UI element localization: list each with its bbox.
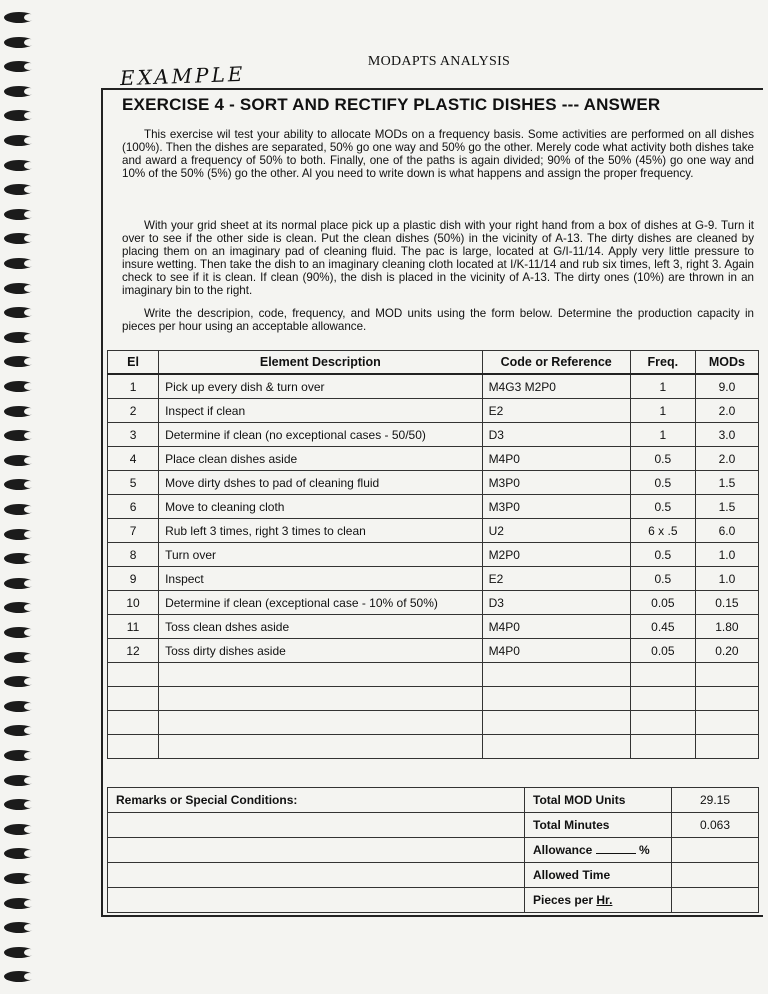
- table-row: [108, 735, 759, 759]
- table-header-row: [108, 351, 759, 375]
- row-code[interactable]: [482, 735, 630, 759]
- row-code[interactable]: M4P0: [482, 447, 630, 471]
- row-el[interactable]: 4: [108, 447, 159, 471]
- total-mod-label: Total MOD Units: [525, 788, 672, 813]
- row-mods[interactable]: [695, 735, 758, 759]
- row-description[interactable]: [159, 711, 482, 735]
- row-code[interactable]: M4G3 M2P0: [482, 374, 630, 399]
- table-row: [108, 567, 759, 591]
- spiral-coil: [4, 430, 34, 441]
- row-mods[interactable]: 1.0: [695, 567, 758, 591]
- row-el[interactable]: 12: [108, 639, 159, 663]
- allowance-value[interactable]: [672, 838, 759, 863]
- page-header: MODAPTS ANALYSIS: [367, 54, 511, 69]
- spiral-coil: [4, 356, 34, 367]
- row-el[interactable]: 11: [108, 615, 159, 639]
- spiral-coil: [4, 184, 34, 195]
- spiral-coil: [4, 283, 34, 294]
- table-row: [108, 471, 759, 495]
- row-description[interactable]: [159, 735, 482, 759]
- row-el[interactable]: 8: [108, 543, 159, 567]
- row-code[interactable]: M3P0: [482, 471, 630, 495]
- row-el[interactable]: [108, 735, 159, 759]
- table-row: [108, 711, 759, 735]
- spiral-coil: [4, 479, 34, 490]
- row-mods[interactable]: [695, 711, 758, 735]
- row-freq[interactable]: [630, 711, 695, 735]
- row-code[interactable]: [482, 711, 630, 735]
- row-description[interactable]: [159, 663, 482, 687]
- row-freq[interactable]: 0.5: [630, 471, 695, 495]
- spiral-coil: [4, 701, 34, 712]
- allowed-time-value[interactable]: [672, 863, 759, 888]
- spiral-binding: [0, 0, 40, 994]
- row-el[interactable]: [108, 687, 159, 711]
- row-description[interactable]: Rub left 3 times, right 3 times to clean: [159, 519, 482, 543]
- spiral-coil: [4, 332, 34, 343]
- remarks-line[interactable]: [108, 863, 525, 888]
- spiral-coil: [4, 824, 34, 835]
- table-row: [108, 495, 759, 519]
- spiral-coil: [4, 233, 34, 244]
- row-el[interactable]: 3: [108, 423, 159, 447]
- row-mods[interactable]: 9.0: [695, 374, 758, 399]
- row-freq[interactable]: 0.05: [630, 591, 695, 615]
- spiral-coil: [4, 799, 34, 810]
- spiral-coil: [4, 529, 34, 540]
- row-mods[interactable]: 1.5: [695, 471, 758, 495]
- row-freq[interactable]: 1: [630, 399, 695, 423]
- spiral-coil: [4, 578, 34, 589]
- spiral-coil: [4, 504, 34, 515]
- spiral-coil: [4, 160, 34, 171]
- table-row: [108, 399, 759, 423]
- spiral-coil: [4, 676, 34, 687]
- row-code[interactable]: E2: [482, 567, 630, 591]
- row-freq[interactable]: [630, 735, 695, 759]
- spiral-coil: [4, 553, 34, 564]
- table-row: [108, 591, 759, 615]
- spiral-coil: [4, 848, 34, 859]
- row-freq[interactable]: 0.05: [630, 639, 695, 663]
- row-description[interactable]: Toss dirty dishes aside: [159, 639, 482, 663]
- spiral-coil: [4, 750, 34, 761]
- spiral-coil: [4, 12, 34, 23]
- summary-row: [108, 838, 759, 863]
- header-el: El: [108, 351, 159, 375]
- row-mods[interactable]: 0.20: [695, 639, 758, 663]
- spiral-coil: [4, 258, 34, 269]
- total-minutes-label: Total Minutes: [525, 813, 672, 838]
- row-mods[interactable]: 1.5: [695, 495, 758, 519]
- row-code[interactable]: M3P0: [482, 495, 630, 519]
- total-mod-value[interactable]: 29.15: [672, 788, 759, 813]
- row-mods[interactable]: 3.0: [695, 423, 758, 447]
- table-row: [108, 543, 759, 567]
- pieces-value[interactable]: [672, 888, 759, 913]
- table-row: [108, 519, 759, 543]
- table-body: [108, 374, 759, 759]
- table-row: [108, 423, 759, 447]
- table-row: [108, 374, 759, 399]
- row-freq[interactable]: 6 x .5: [630, 519, 695, 543]
- spiral-coil: [4, 627, 34, 638]
- header-mods: MODs: [695, 351, 758, 375]
- spiral-coil: [4, 971, 34, 982]
- spiral-coil: [4, 86, 34, 97]
- row-description[interactable]: Inspect: [159, 567, 482, 591]
- row-freq[interactable]: [630, 663, 695, 687]
- remarks-line[interactable]: [108, 888, 525, 913]
- row-description[interactable]: Toss clean dshes aside: [159, 615, 482, 639]
- row-description[interactable]: Move to cleaning cloth: [159, 495, 482, 519]
- row-freq[interactable]: 0.5: [630, 567, 695, 591]
- table-row: [108, 639, 759, 663]
- task-paragraph: Write the descripion, code, frequency, and MOD units using the form below. Determine the production capacity in pieces per hour using an acceptable allowance.: [122, 307, 754, 333]
- row-el[interactable]: 10: [108, 591, 159, 615]
- row-code[interactable]: M4P0: [482, 639, 630, 663]
- summary-row: [108, 888, 759, 913]
- allowance-unit: %: [639, 843, 650, 857]
- row-description[interactable]: Move dirty dshes to pad of cleaning fluid: [159, 471, 482, 495]
- row-el[interactable]: 7: [108, 519, 159, 543]
- row-mods[interactable]: 1.0: [695, 543, 758, 567]
- row-code[interactable]: [482, 663, 630, 687]
- allowed-time-label: Allowed Time: [525, 863, 672, 888]
- table-row: [108, 663, 759, 687]
- pieces-label: Pieces per: [533, 893, 594, 907]
- row-el[interactable]: 9: [108, 567, 159, 591]
- row-freq[interactable]: 0.5: [630, 447, 695, 471]
- header-freq: Freq.: [630, 351, 695, 375]
- remarks-label: Remarks or Special Conditions:: [108, 788, 525, 813]
- spiral-coil: [4, 381, 34, 392]
- summary-row: [108, 813, 759, 838]
- row-mods[interactable]: 0.15: [695, 591, 758, 615]
- row-description[interactable]: Determine if clean (exceptional case - 10% of 50%): [159, 591, 482, 615]
- row-freq[interactable]: 0.5: [630, 495, 695, 519]
- table-row: [108, 687, 759, 711]
- row-mods[interactable]: 2.0: [695, 399, 758, 423]
- table-row: [108, 615, 759, 639]
- spiral-coil: [4, 406, 34, 417]
- row-mods[interactable]: 6.0: [695, 519, 758, 543]
- row-description[interactable]: Pick up every dish & turn over: [159, 374, 482, 399]
- spiral-coil: [4, 775, 34, 786]
- allowance-blank[interactable]: [596, 843, 636, 854]
- spiral-coil: [4, 898, 34, 909]
- allowance-cell: [525, 838, 672, 863]
- row-mods[interactable]: [695, 663, 758, 687]
- table-row: [108, 447, 759, 471]
- row-description[interactable]: Turn over: [159, 543, 482, 567]
- row-el[interactable]: 2: [108, 399, 159, 423]
- element-table: [107, 350, 759, 759]
- row-code[interactable]: U2: [482, 519, 630, 543]
- row-freq[interactable]: 0.5: [630, 543, 695, 567]
- spiral-coil: [4, 947, 34, 958]
- summary-row: [108, 863, 759, 888]
- row-mods[interactable]: 2.0: [695, 447, 758, 471]
- spiral-coil: [4, 922, 34, 933]
- row-mods[interactable]: 1.80: [695, 615, 758, 639]
- allowance-label: Allowance: [533, 843, 593, 857]
- exercise-title: EXERCISE 4 - SORT AND RECTIFY PLASTIC DISHES --- ANSWER: [122, 95, 661, 114]
- spiral-coil: [4, 873, 34, 884]
- row-freq[interactable]: 1: [630, 423, 695, 447]
- remarks-line[interactable]: [108, 838, 525, 863]
- pieces-unit: Hr.: [596, 893, 613, 907]
- pieces-cell: [525, 888, 672, 913]
- instructions-paragraph: With your grid sheet at its normal place pick up a plastic dish with your right hand from a box of dishes at G-9. Turn it over to see if the other side is clean. Put the clean dishes (50%) in the vicinity of A-13. The dirty dishes are cleaned by placing them on an imaginary pad of cleaning fluid. The pac is large, located at G/I-11/14. Apply very little pressure to insure wetting. Then take the dish to an imaginary cleaning cloth located at I/K-11/14 and rub six times, left 3, right 3. Again check to see if it is clean. If clean (90%), the dish is placed in the vicinity of A-13. The dirty ones (10%) are thrown in an imaginary bin to the right.: [122, 219, 754, 297]
- summary-row: [108, 788, 759, 813]
- row-el[interactable]: 6: [108, 495, 159, 519]
- spiral-coil: [4, 37, 34, 48]
- total-minutes-value[interactable]: 0.063: [672, 813, 759, 838]
- row-code[interactable]: [482, 687, 630, 711]
- row-description[interactable]: Place clean dishes aside: [159, 447, 482, 471]
- row-mods[interactable]: [695, 687, 758, 711]
- header-description: Element Description: [159, 351, 482, 375]
- spiral-coil: [4, 110, 34, 121]
- handwritten-note: EXAMPLE: [119, 61, 246, 91]
- row-description[interactable]: Determine if clean (no exceptional cases - 50/50): [159, 423, 482, 447]
- spiral-coil: [4, 602, 34, 613]
- row-code[interactable]: M4P0: [482, 615, 630, 639]
- row-el[interactable]: 1: [108, 374, 159, 399]
- row-description[interactable]: [159, 687, 482, 711]
- spiral-coil: [4, 725, 34, 736]
- row-el[interactable]: [108, 711, 159, 735]
- row-el[interactable]: [108, 663, 159, 687]
- spiral-coil: [4, 652, 34, 663]
- row-freq[interactable]: 1: [630, 374, 695, 399]
- intro-paragraph: This exercise wil test your ability to allocate MODs on a frequency basis. Some activities are performed on all dishes (100%). Then the dishes are separated, 50% go one way and 50% go the other. Merely code what activity both dishes take and award a frequency of 50% to both. Finally, one of the paths is again divided; 90% of the 50% (45%) go one way and 10% of the 50% (5%) go the other. Al you need to write down is what happens and assign the proper frequency.: [122, 128, 754, 180]
- row-code[interactable]: E2: [482, 399, 630, 423]
- spiral-coil: [4, 455, 34, 466]
- header-code: Code or Reference: [482, 351, 630, 375]
- row-description[interactable]: Inspect if clean: [159, 399, 482, 423]
- row-freq[interactable]: 0.45: [630, 615, 695, 639]
- spiral-coil: [4, 209, 34, 220]
- remarks-line[interactable]: [108, 813, 525, 838]
- row-code[interactable]: D3: [482, 423, 630, 447]
- spiral-coil: [4, 307, 34, 318]
- row-code[interactable]: D3: [482, 591, 630, 615]
- row-freq[interactable]: [630, 687, 695, 711]
- row-code[interactable]: M2P0: [482, 543, 630, 567]
- row-el[interactable]: 5: [108, 471, 159, 495]
- spiral-coil: [4, 135, 34, 146]
- summary-table: [107, 787, 759, 913]
